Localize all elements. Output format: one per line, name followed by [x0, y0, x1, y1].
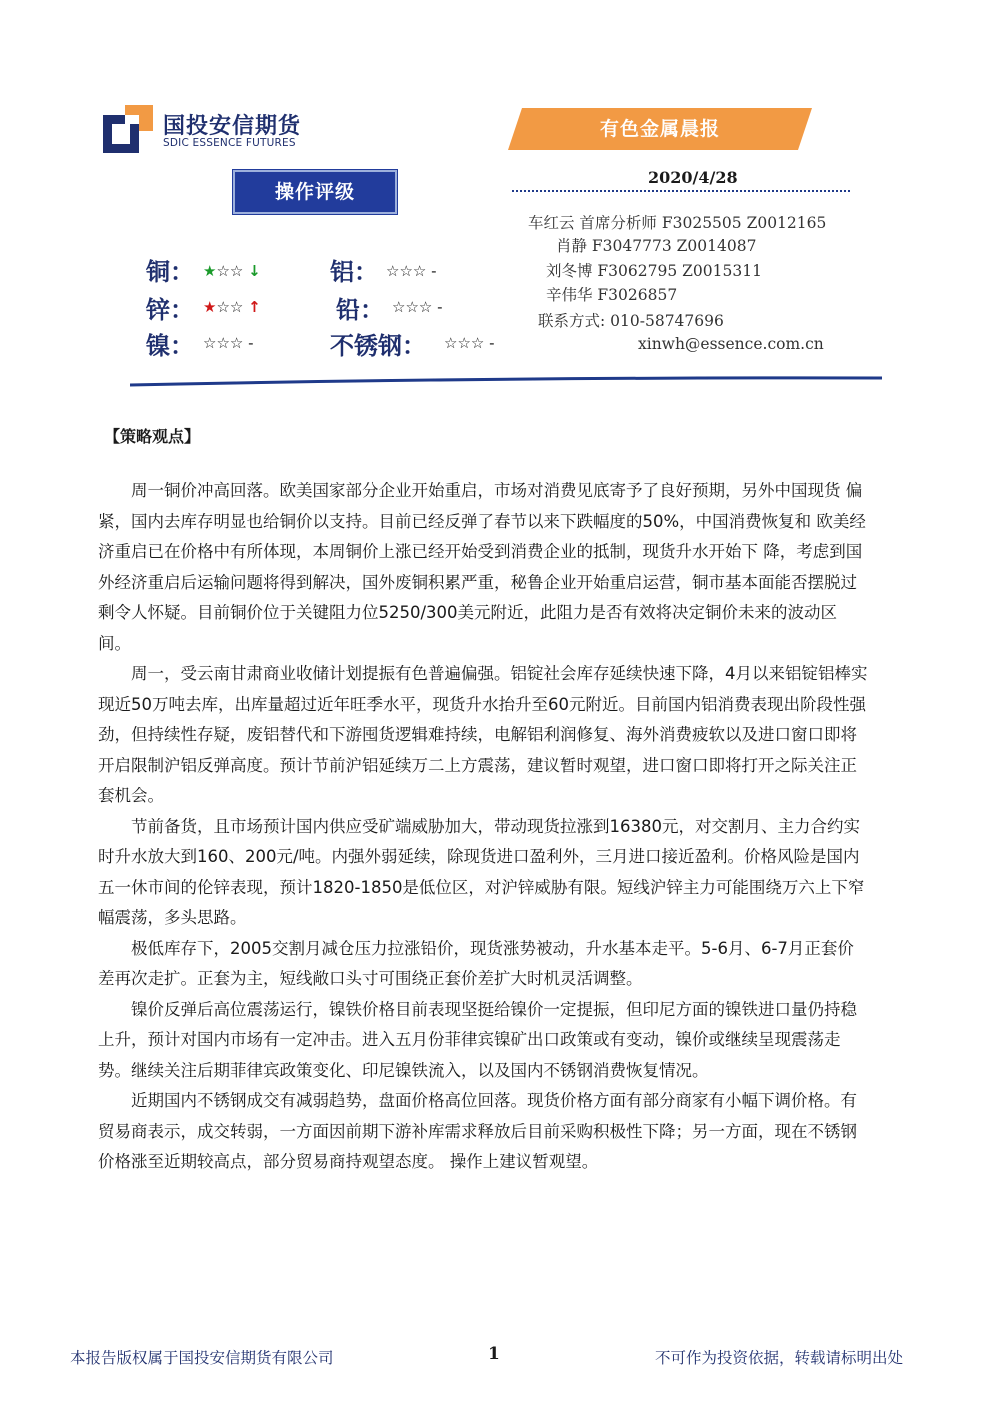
empty-stars-icon: ☆☆☆: [386, 262, 427, 280]
rating-copper: [203, 262, 261, 280]
strategy-content: [98, 476, 868, 1178]
page-number: 1: [488, 1344, 500, 1364]
metal-aluminum: 铝：: [330, 258, 378, 286]
arrow-down-icon: ↓: [248, 262, 261, 280]
analyst-line: 车红云 首席分析师 F3025505 Z0012165: [528, 214, 827, 232]
header-divider: [130, 375, 882, 389]
logo-english-name: SDIC ESSENCE FUTURES: [163, 137, 296, 149]
arrow-up-icon: ↑: [248, 298, 261, 316]
trend-flat-icon: -: [489, 334, 495, 352]
paragraph-nickel: 镍价反弹后高位震荡运行，镍铁价格目前表现坚挺给镍价一定提振，但印尼方面的镍铁进口量仍持稳上升，预计对国内市场有一定冲击。进入五月份菲律宾镍矿出口政策或有变动，镍价或继续呈现震荡走势。继续关注后期菲律宾政策变化、印尼镍铁流入，以及国内不锈钢消费恢复情况。: [98, 999, 857, 1080]
report-title-banner: [508, 108, 812, 150]
rating-header: [233, 170, 397, 214]
metal-copper: 铜：: [146, 258, 194, 286]
trend-flat-icon: -: [248, 334, 254, 352]
rating-zinc: [203, 298, 261, 316]
logo-chinese-name: 国投安信期货: [163, 114, 302, 139]
paragraph-lead: 极低库存下，2005交割月减仓压力拉涨铅价，现货涨势被动，升水基本走平。5-6月、6-7月正套价差再次走扩。正套为主，短线敞口头寸可围绕正套价差扩大时机灵活调整。: [98, 938, 854, 988]
paragraph-copper: 周一铜价冲高回落。欧美国家部分企业开始重启，市场对消费见底寄予了良好预期，另外中国现货 偏紧，国内去库存明显也给铜价以支持。目前已经反弹了春节以来下跌幅度的50%，中国消费恢复和 欧美经济重启已在价格中有所体现，本周铜价上涨已经开始受到消费企业的抵制，现货升水开始下 降，考虑到国外经济重启后运输问题将得到解决，国外废铜积累严重，秘鲁企业开始重启运营，铜市基本面能否摆脱过剩令人怀疑。目前铜价位于关键阻力位5250/300美元附近，此阻力是否有效将决定铜价未来的波动区间。: [98, 481, 866, 653]
empty-stars-icon: ☆☆: [216, 298, 244, 316]
filled-star-icon: ★: [203, 298, 217, 316]
trend-flat-icon: -: [437, 298, 443, 316]
rating-aluminum: [386, 262, 437, 280]
empty-stars-icon: ☆☆: [216, 262, 244, 280]
analyst-line: 肖静 F3047773 Z0014087: [556, 237, 757, 255]
paragraph-stainless: 近期国内不锈钢成交有减弱趋势，盘面价格高位回落。现货价格方面有部分商家有小幅下调价格。有贸易商表示，成交转弱，一方面因前期下游补库需求释放后目前采购积极性下降；另一方面，现在不锈钢价格涨至近期较高点，部分贸易商持观望态度。 操作上建议暂观望。: [98, 1091, 857, 1171]
contact-phone: 联系方式: 010-58747696: [538, 312, 724, 330]
contact-email: xinwh@essence.com.cn: [638, 335, 824, 353]
report-date: 2020/4/28: [648, 168, 738, 187]
empty-stars-icon: ☆☆☆: [203, 334, 244, 352]
metal-nickel: 镍：: [146, 332, 194, 360]
footer-copyright: 本报告版权属于国投安信期货有限公司: [70, 1349, 334, 1367]
metal-stainless-steel: 不锈钢：: [330, 332, 426, 360]
rating-stainless-steel: [444, 334, 495, 352]
rating-header-label: 操作评级: [274, 181, 355, 203]
analyst-line: 刘冬博 F3062795 Z0015311: [546, 262, 762, 280]
paragraph-aluminum: 周一，受云南甘肃商业收储计划提振有色普遍偏强。铝锭社会库存延续快速下降，4月以来铝锭铝棒实现近50万吨去库，出库量超过近年旺季水平，现货升水抬升至60元附近。目前国内铝消费表现出阶段性强劲，但持续性存疑，废铝替代和下游囤货逻辑难持续，电解铝利润修复、海外消费疲软以及进口窗口即将开启限制沪铝反弹高度。预计节前沪铝延续万二上方震荡，建议暂时观望，进口窗口即将打开之际关注正套机会。: [98, 664, 868, 805]
rating-lead: [392, 298, 443, 316]
metal-zinc: 锌：: [146, 296, 194, 324]
metal-lead: 铅：: [336, 296, 384, 324]
rating-nickel: [203, 334, 254, 352]
footer-disclaimer: 不可作为投资依据，转载请标明出处: [655, 1349, 904, 1367]
logo-mark-icon: [103, 105, 153, 153]
section-title: 【策略观点】: [104, 427, 201, 446]
empty-stars-icon: ☆☆☆: [444, 334, 485, 352]
company-logo: [103, 103, 323, 155]
date-divider: [512, 190, 850, 192]
analyst-line: 辛伟华 F3026857: [546, 286, 678, 304]
filled-star-icon: ★: [203, 262, 217, 280]
empty-stars-icon: ☆☆☆: [392, 298, 433, 316]
trend-flat-icon: -: [431, 262, 437, 280]
report-title: 有色金属晨报: [599, 118, 720, 140]
paragraph-zinc: 节前备货，且市场预计国内供应受矿端威胁加大，带动现货拉涨到16380元，对交割月、主力合约实时升水放大到160、200元/吨。内强外弱延续，除现货进口盈利外，三月进口接近盈利。价格风险是国内五一休市间的伦锌表现，预计1820-1850是低位区，对沪锌威胁有限。短线沪锌主力可能围绕万六上下窄幅震荡，多头思路。: [98, 816, 865, 927]
